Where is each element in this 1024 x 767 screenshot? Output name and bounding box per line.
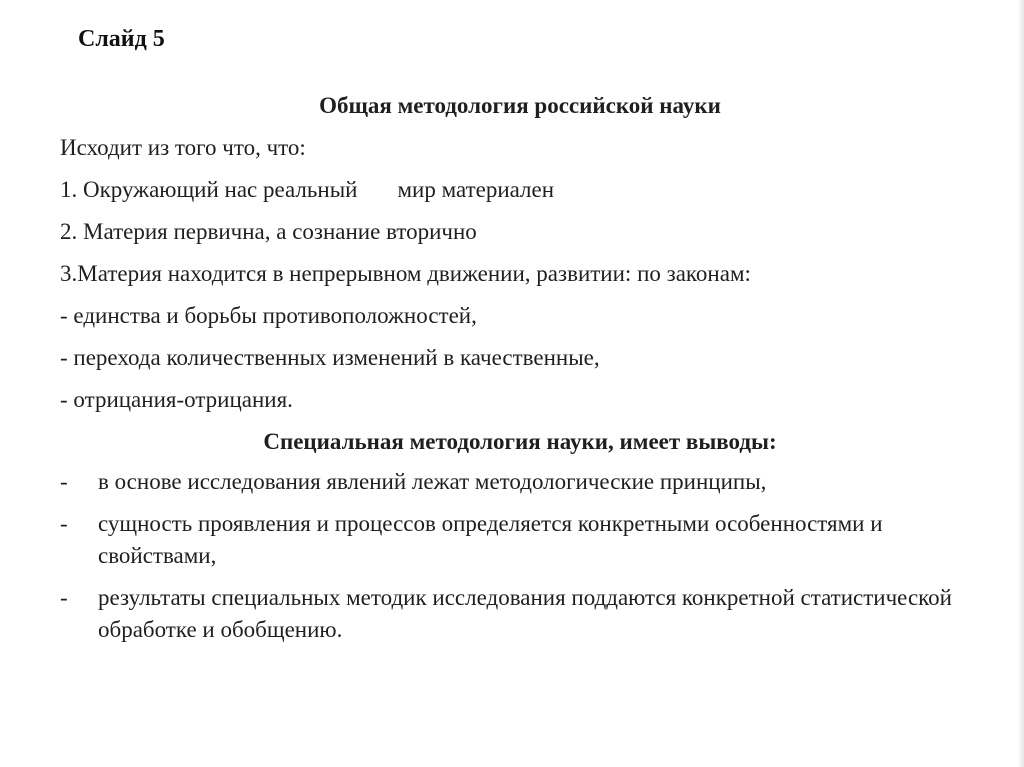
point-1: [60, 174, 980, 206]
bullet-dash: -: [60, 585, 68, 610]
slide-edge-shadow: [1018, 0, 1024, 767]
conclusion-text: в основе исследования явлений лежат методологические принципы,: [98, 469, 767, 494]
bullet-dash: -: [60, 469, 68, 494]
slide-content: [60, 90, 980, 656]
law-item: - отрицания-отрицания.: [60, 387, 293, 412]
intro-line: Исходит из того что, что:: [60, 135, 306, 160]
section-general-title: Общая методология российской науки: [319, 93, 721, 118]
bullet-dash: -: [60, 511, 68, 536]
conclusions-list: [60, 466, 980, 646]
point-1-part-b: мир материален: [397, 177, 555, 202]
slide-number: Слайд 5: [78, 26, 165, 52]
law-item: - перехода количественных изменений в качественные,: [60, 345, 600, 370]
law-item: - единства и борьбы противоположностей,: [60, 303, 477, 328]
point-3: 3.Материя находится в непрерывном движении, развитии: по законам:: [60, 261, 751, 286]
conclusion-item: [60, 466, 980, 498]
section-special-title: Специальная методология науки, имеет выводы:: [263, 429, 777, 454]
conclusion-item: [60, 582, 980, 646]
conclusion-text: результаты специальных методик исследования поддаются конкретной статистической обработке и обобщению.: [98, 585, 952, 642]
conclusion-item: [60, 508, 980, 572]
point-1-part-a: 1. Окружающий нас реальный: [60, 177, 358, 202]
point-2: 2. Материя первична, а сознание вторично: [60, 219, 477, 244]
conclusion-text: сущность проявления и процессов определяется конкретными особенностями и свойствами,: [98, 511, 883, 568]
